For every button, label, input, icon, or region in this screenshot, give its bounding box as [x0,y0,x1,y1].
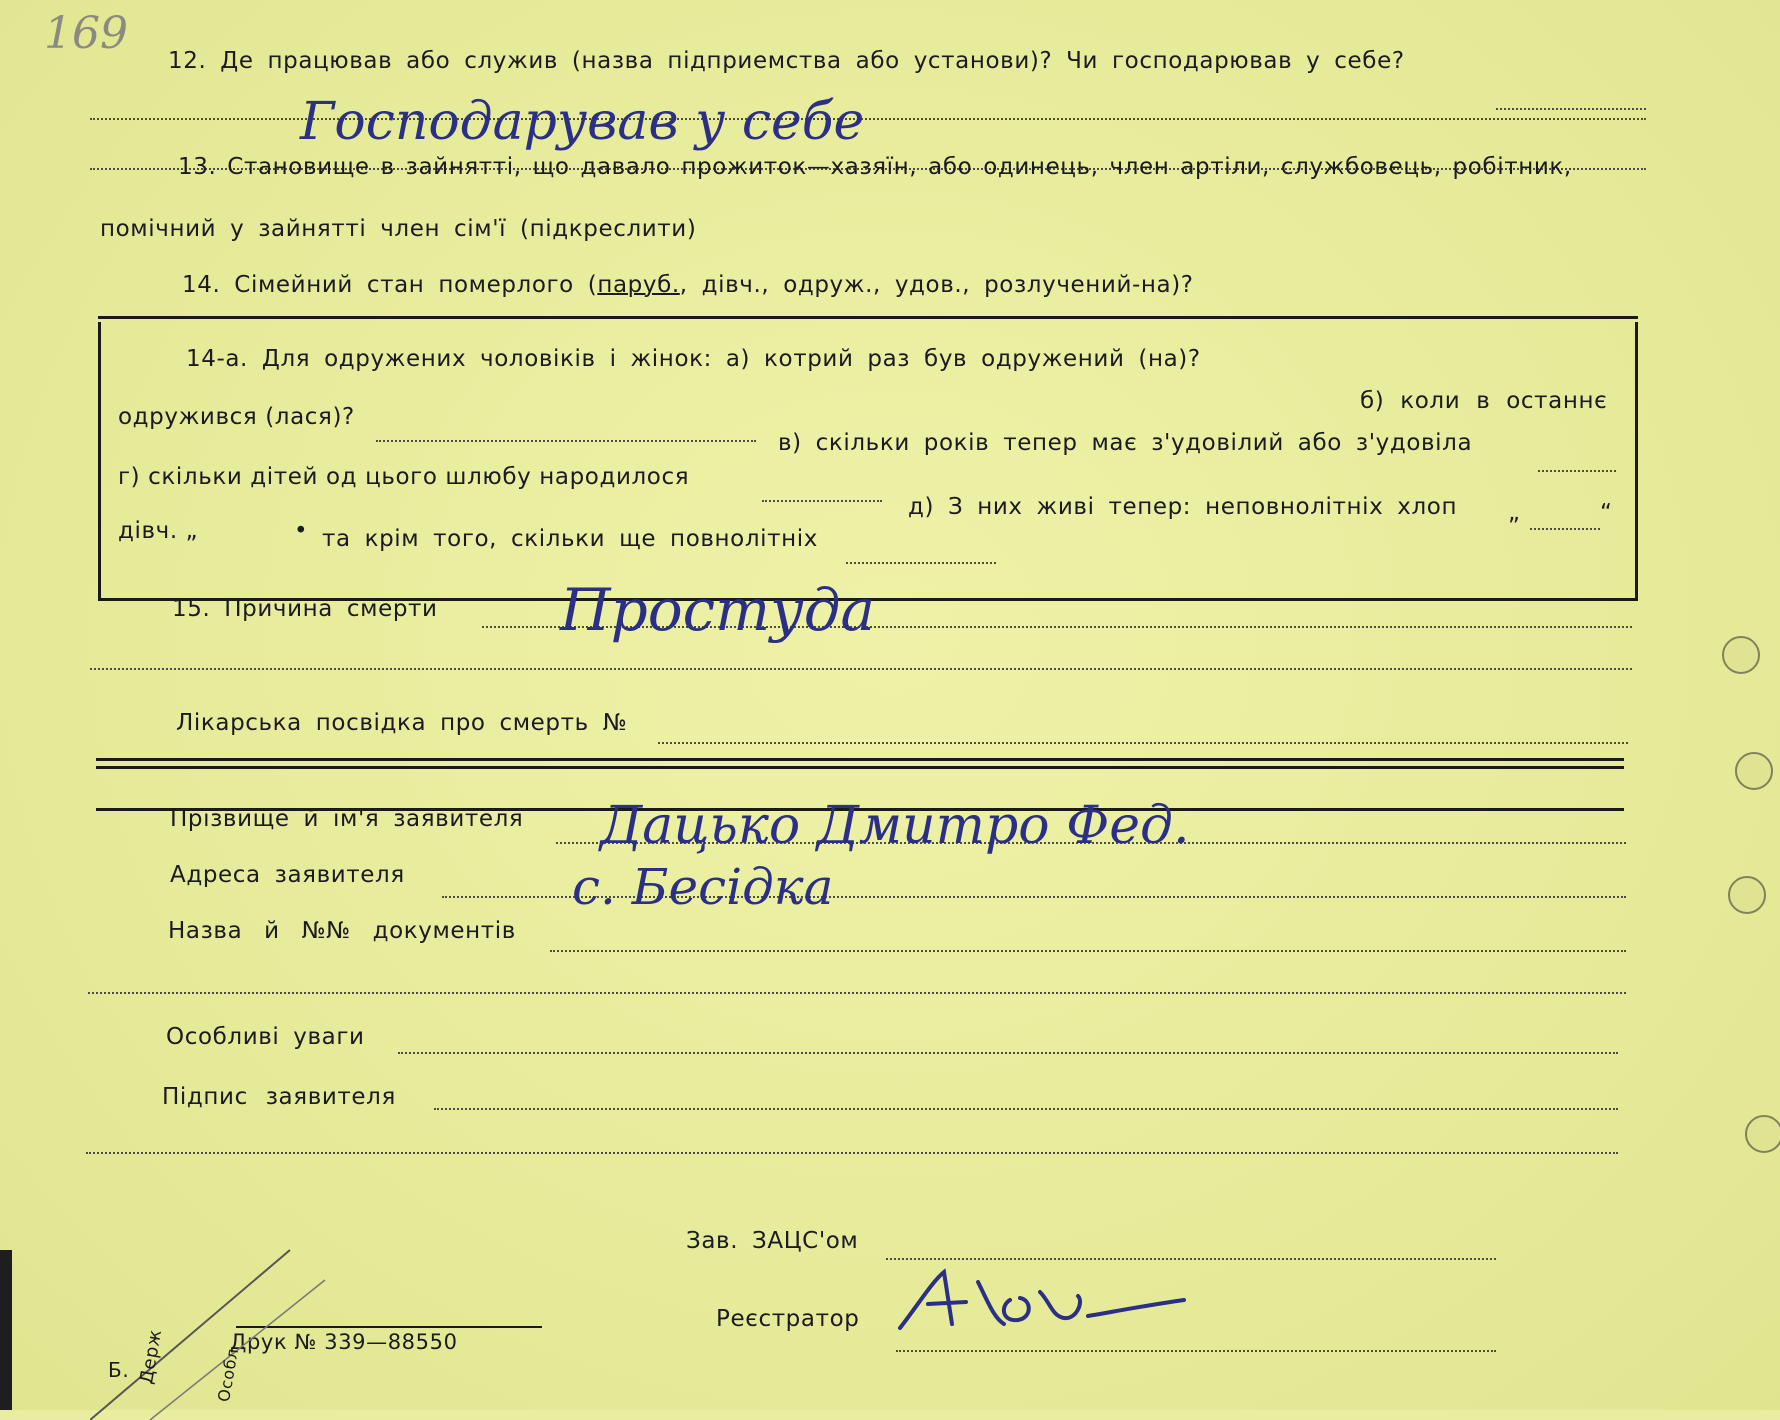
docs-dotted-1 [550,950,1626,952]
q14a-dotted-4 [1530,528,1600,530]
q14a-line-3a: г) скільки дітей од цього шлюбу народилося [118,464,690,490]
archive-page-number: 169 [44,8,128,59]
signature-label: Підпис заявителя [162,1084,396,1110]
q15-answer: Простуда [560,576,876,644]
punch-hole-4 [1745,1115,1780,1153]
double-rule-top [96,758,1624,761]
q12-label: 12. Де працював або служив (назва підприемства або установи)? Чи господарював у себе? [168,48,1405,74]
registrar-signature [892,1262,1192,1342]
q14a-line-2b: в) скільки років тепер має з'удовілий або з'удовіла [778,430,1473,456]
q14a-line-3b: д) З них живі тепер: неповнолітніх хлоп [908,494,1458,520]
q12-answer: Господарував у себе [300,92,865,152]
q14a-line-4c: та крім того, скільки ще повнолітніх [322,526,818,552]
q15-label: 15. Причина смерти [172,596,438,622]
q14-prefix: 14. Сімейний стан померлого ( [182,272,598,298]
applicant-name-value: Дацько Дмитро Фед. [600,796,1190,856]
q14a-line-1b: б) коли в останнє [1360,388,1608,414]
punch-hole-3 [1728,876,1766,914]
applicant-name-label: Прізвище й ім'я заявителя [170,806,524,832]
signature-dotted-1 [434,1108,1618,1110]
q14a-dotted-2 [1538,470,1616,472]
q14a-line-3d: “ [1600,500,1613,526]
footer-side-small: Б. [108,1358,130,1382]
q14a-dotted-5 [846,562,996,564]
q14a-line-4a: дівч. „ [118,518,199,544]
q15-dotted-2 [90,668,1632,670]
notes-label: Особливі уваги [166,1024,365,1050]
q14a-line-2a: одружився (лася)? [118,404,355,430]
q14-underlined-choice: паруб. [597,272,680,298]
med-cert-dotted [658,742,1628,744]
notes-dotted [398,1052,1618,1054]
footer-side-rotated-1: Держ [136,1327,167,1386]
q14a-line-3c: „ [1508,500,1521,526]
box-top-rule [98,316,1638,319]
q14-suffix: , дівч., одруж., удов., розлучений-на)? [679,272,1194,298]
q14a-line-1a: 14-а. Для одружених чоловіків і жінок: а) котрий раз був одружений (на)? [186,346,1201,372]
double-rule-bottom [96,766,1624,769]
head-zags-label: Зав. ЗАЦС'ом [686,1228,859,1254]
applicant-address-label: Адреса заявителя [170,862,405,888]
q13-line-1: 13. Становище в зайнятті, що давало прожиток—хазяїн, або одинець, член артіли, службовець, робітник, [178,154,1572,180]
registrar-dotted [896,1350,1496,1352]
q14-label [182,272,1194,298]
footer-side-rotated-2: Особл [214,1346,243,1404]
page-edge-shadow [0,1250,12,1410]
q14a-line-4b: • [294,518,309,544]
printer-label: Друк № 339—88550 [230,1330,458,1354]
registrar-label: Реєстратор [716,1306,860,1332]
q14a-dotted-3 [762,500,882,502]
head-zags-dotted [886,1258,1496,1260]
q12-dotted-line-1 [1496,108,1646,110]
q14a-dotted-1 [376,440,756,442]
q13-line-2: помічний у зайнятті член сім'ї (підкреслити) [100,216,697,242]
docs-label: Назва й №№ документів [168,918,516,944]
punch-hole-2 [1735,752,1773,790]
docs-dotted-2 [88,992,1626,994]
applicant-address-value: с. Бесідка [572,858,834,916]
signature-dotted-2 [86,1152,1618,1154]
med-cert-label: Лікарська посвідка про смерть № [176,710,628,736]
punch-hole-1 [1722,636,1760,674]
